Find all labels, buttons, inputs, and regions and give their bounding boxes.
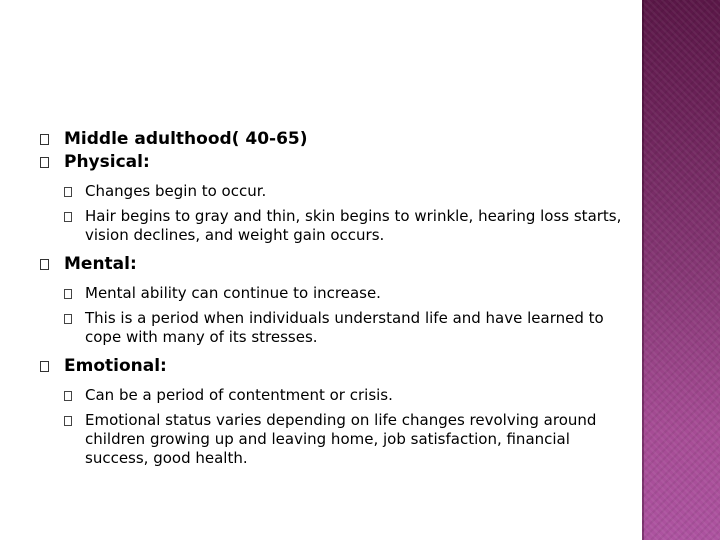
sub-bullet-text: Hair begins to gray and thin, skin begins to wrinkle, hearing loss starts, vision declines, and weight gain occurs. xyxy=(85,207,622,244)
square-bullet-icon xyxy=(64,416,72,426)
square-bullet-icon xyxy=(40,259,49,270)
bullet-item-middle-adulthood xyxy=(40,128,630,151)
square-bullet-icon xyxy=(40,361,49,372)
bullet-item-mental xyxy=(40,253,630,276)
sub-bullet-text: Emotional status varies depending on life changes revolving around children growing up and leaving home, job satisfaction, financial success, good health. xyxy=(85,411,597,467)
sub-bullet-item xyxy=(40,309,630,347)
bullet-text: Emotional: xyxy=(64,356,167,376)
sub-bullet-text: Mental ability can continue to increase. xyxy=(85,284,381,302)
bullet-text: Physical: xyxy=(64,152,150,172)
square-bullet-icon xyxy=(40,157,49,168)
sub-bullet-item xyxy=(40,182,630,201)
square-bullet-icon xyxy=(64,289,72,299)
square-bullet-icon xyxy=(40,134,49,145)
square-bullet-icon xyxy=(64,314,72,324)
square-bullet-icon xyxy=(64,212,72,222)
sub-bullet-text: Can be a period of contentment or crisis. xyxy=(85,386,393,404)
slide-content xyxy=(40,128,630,468)
sub-bullet-text: This is a period when individuals understand life and have learned to cope with many of its stresses. xyxy=(85,309,604,346)
sub-bullet-item xyxy=(40,386,630,405)
sub-bullet-item xyxy=(40,284,630,303)
bullet-item-physical xyxy=(40,151,630,174)
decorative-side-band xyxy=(642,0,720,540)
bullet-text: Middle adulthood( 40-65) xyxy=(64,129,308,149)
sub-bullet-item xyxy=(40,411,630,468)
sub-bullet-item xyxy=(40,207,630,245)
bullet-text: Mental: xyxy=(64,254,137,274)
square-bullet-icon xyxy=(64,391,72,401)
sub-bullet-text: Changes begin to occur. xyxy=(85,182,267,200)
square-bullet-icon xyxy=(64,187,72,197)
bullet-item-emotional xyxy=(40,355,630,378)
